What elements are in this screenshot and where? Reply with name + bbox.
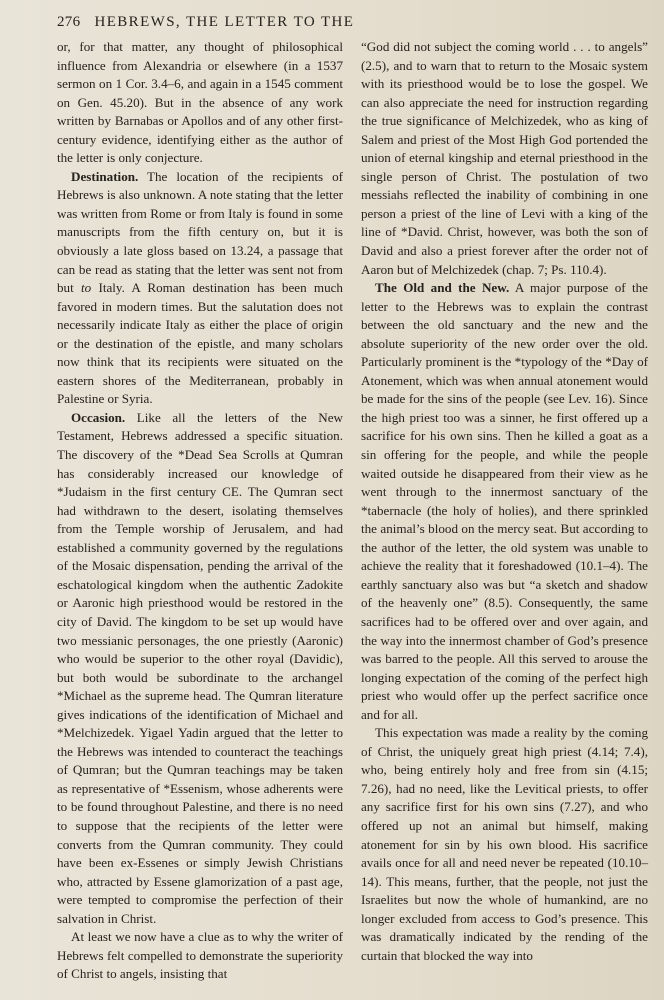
paragraph-authorship-end: or, for that matter, any thought of philosophical influence from Alexandria or elsewhere (in a 1537 sermon on 1 Cor. 3.4–6, and again in a 1545 comment on Gen. 45.20). But in the absence of any work written by Barnabas or Apollos and of any other first-century evidence, identifying either as the author of the letter is only conjecture. (57, 39, 343, 166)
paragraph-clue: At least we now have a clue as to why the writer of Hebrews felt compelled to demonstrate the superiority of Christ to angels, insisting that (57, 929, 343, 982)
right-column (361, 38, 648, 965)
paragraph-expectation: This expectation was made a reality by the coming of Christ, the uniquely great high priest (4.14; 7.4), who, being entirely holy and free from sin (4.15; 7.26), had no need, like the Levitical priests, to offer any sacrifice first for his own sins (7.27), and who offered up not an animal but himself, making atonement for sin by his own blood. His sacrifice avails once for all and need never be repeated (10.10–14). This means, further, that the people, not just the Israelites but now the whole of humankind, are no longer excluded from access to God’s presence. This was dramatically indicated by the rending of the curtain that blocked the way into (361, 725, 648, 963)
section-heading-destination: Destination. (71, 168, 139, 184)
destination-italic-word: to (81, 280, 92, 296)
running-title: HEBREWS, THE LETTER TO THE (94, 14, 355, 30)
left-column (57, 38, 343, 984)
section-heading-occasion: Occasion. (71, 409, 126, 425)
paragraph-old-and-new (361, 279, 648, 724)
page-number: 276 (57, 14, 81, 30)
paragraph-angels: “God did not subject the coming world . . . to angels” (2.5), and to warn that to return to the Mosaic system with its priesthood would be to lose the gospel. We can also appreciate the need for instruction regarding the true significance of Melchizedek, who as king of Salem and priest of the Most High God portended the union of eternal kingship and eternal priesthood in the single person of Christ. The postulation of two messiahs reflected the inability of combining in one person a priest of the line of Levi with a king of the line of *David. Christ, however, was both the son of David and also a priest forever after the order not of Aaron but of Melchizedek (chap. 7; Ps. 110.4). (361, 39, 648, 277)
occasion-text: Like all the letters of the New Testament, Hebrews addressed a specific situation. The discovery of the *Dead Sea Scrolls at Qumran has considerably increased our knowledge of *Judaism in the first century CE. The Qumran sect had withdrawn to the desert, isolating themselves from the Temple worship of Jerusalem, and had established a community governed by the regulations of the Mosaic dispensation, pending the arrival of the eschatological kingdom when the authentic Zadokite or Aaronic high priesthood would be restored in the city of David. The kingdom to be set up would have two messianic personages, the one priestly (Aaronic) who would be superior to the other royal (Davidic), but both would be subordinate to the archangel *Michael as the supreme head. The Qumran literature gives indications of the identification of Michael and *Melchizedek. Yigael Yadin argued that the letter to the Hebrews was intended to counteract the teachings of Qumran; but the Qumran teachings may be taken as representative of *Essenism, whose adherents were to be found throughout Palestine, and there is no need to suppose that the recipients of the letter were converts from the Qumran community. They could have been ex-Essenes or simply Jewish Christians who, attracted by Essene glamorization of a past age, were tempted to compromise the perfection of their salvation in Christ. (57, 409, 343, 926)
running-header (57, 14, 354, 31)
paragraph-destination (57, 168, 343, 409)
old-new-text: A major purpose of the letter to the Hebrews was to explain the contrast between the old sanctuary and the new and the absolute superiority of the new order over the old. Particularly prominent is the *typology of the *Day of Atonement, which was when annual atonement would be made for the sins of the people (see Lev. 16). Since the high priest too was a sinner, he first offered up a sacrifice for his own sins. Then he killed a goat as a sin offering for the people, and while the people waited outside he disappeared from their view as he went through to the innermost sanctuary of the *tabernacle (the holy of holies), and there sprinkled the animal’s blood on the mercy seat. But according to the author of the letter, the old system was unable to achieve the reality that it foreshadowed (10.1–4). The earthly sanctuary also was but “a sketch and shadow of the heavenly one” (8.5). Consequently, the same sacrifices had to be offered over and over again, and the way into the innermost chamber of God’s presence was barred to the people. All this served to arouse the longing expectation of the coming of the perfect high priest who would offer up the perfect sacrifice once and for all. (361, 280, 648, 722)
destination-text-a: The location of the recipients of Hebrews is also unknown. A note stating that the letter was written from Rome or from Italy is found in some manuscripts from the fifth century on, but it is obviously a late gloss based on 13.24, a passage that can be read as stating that the letter was sent not from but (57, 168, 343, 296)
section-heading-old-and-new: The Old and the New. (375, 280, 510, 296)
paragraph-occasion (57, 409, 343, 928)
destination-text-b: Italy. A Roman destination has been much favored in modern times. But the salutation does not necessarily indicate Italy as either the place of origin or the destination of the epistle, and many scholars now think that its recipients were situated on the eastern shores of the Mediterranean, probably in Palestine or Syria. (57, 280, 343, 407)
